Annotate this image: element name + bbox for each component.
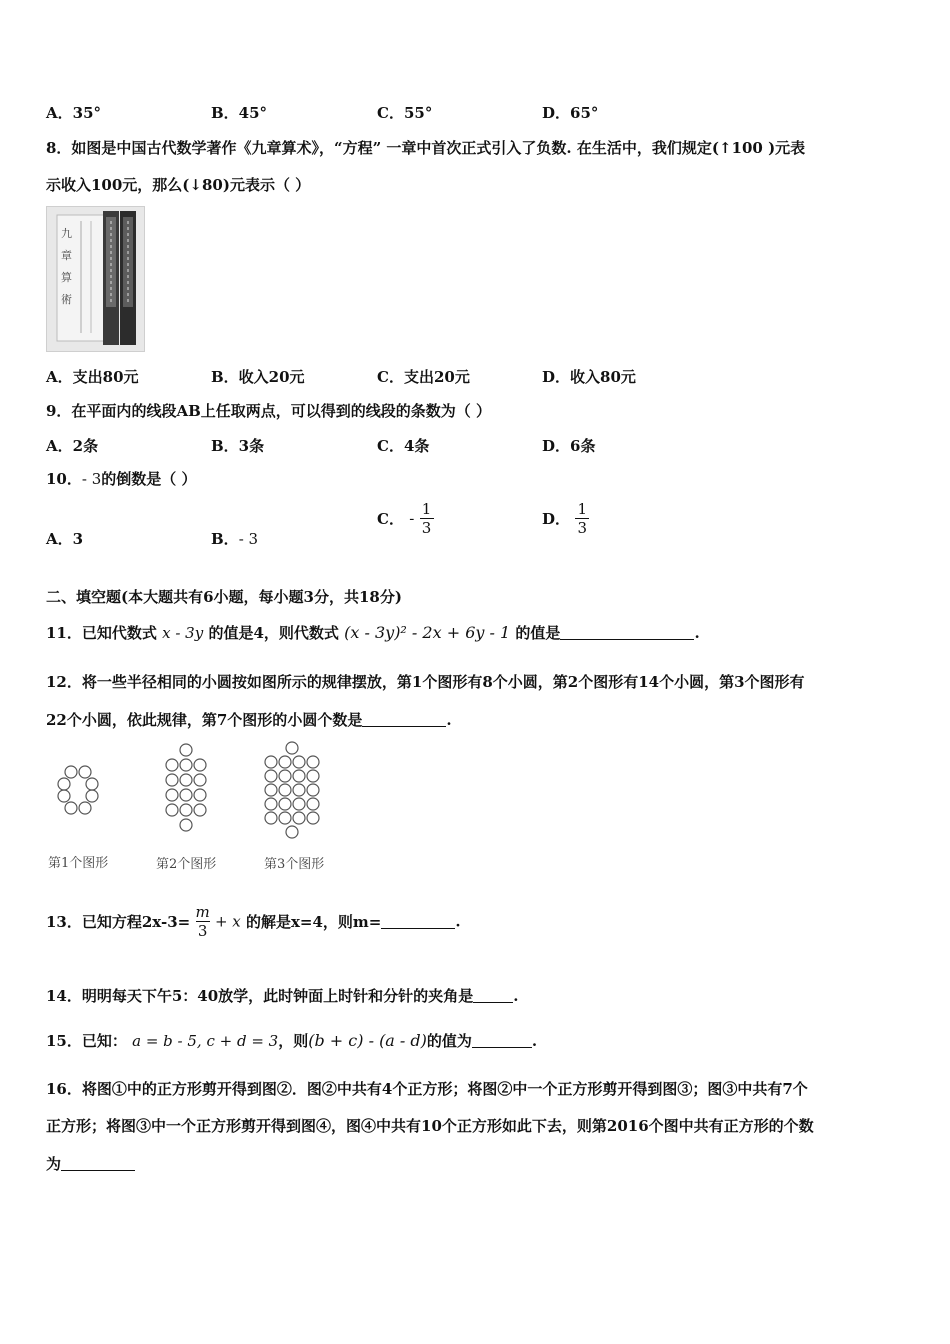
q13-plus-x: + x [214, 912, 241, 931]
figure-3-caption: 第3个图形 [264, 857, 325, 872]
q11-stem [46, 622, 700, 643]
q11-expression-1: x - 3y [162, 624, 204, 642]
q14-text: 14．明明每天下午5：40放学，此时钟面上时针和分针的夹角是 [46, 987, 474, 1005]
q7-option-b: B．45° [211, 104, 268, 122]
q15-prefix: 15．已知： [46, 1032, 127, 1050]
svg-text:章: 章 [61, 249, 72, 262]
q13-answer-blank[interactable] [381, 914, 455, 929]
q10-option-c-sign: - [409, 509, 415, 528]
q11-end: . [694, 624, 700, 642]
q14-end: . [513, 987, 519, 1005]
q8-option-c: C．支出20元 [377, 368, 470, 386]
figure-1-circles [58, 766, 98, 814]
q11-mid: 的值是4，则代数式 [208, 624, 339, 642]
q12-line2-prefix: 22个小圆，依此规律，第7个图形的小圆个数是 [46, 711, 363, 729]
q13-prefix: 13．已知方程2x-3= [46, 913, 191, 931]
q10-option-d [542, 500, 589, 537]
q10-stem [46, 468, 197, 489]
svg-text:術: 術 [61, 293, 72, 306]
fraction-numerator: 1 [577, 500, 588, 518]
q15-expression: (b + c) - (a - d) [308, 1031, 427, 1050]
figure-3-circles [265, 742, 319, 838]
fraction-numerator: m [195, 903, 210, 921]
q13-suffix: 的解是x=4，则m= [245, 913, 382, 931]
q7-option-a: A．35° [46, 104, 102, 122]
q14-stem [46, 985, 518, 1006]
fraction-denominator: 3 [421, 519, 432, 537]
q9-option-c: C．4条 [377, 437, 430, 455]
q12-end: . [446, 711, 452, 729]
q13-stem [46, 903, 461, 940]
q9-option-d: D．6条 [542, 437, 596, 455]
q10-value: - 3 [81, 470, 102, 488]
fraction-denominator: 3 [577, 519, 588, 537]
q11-prefix: 11．已知代数式 [46, 624, 157, 642]
circle-pattern-figures [40, 738, 360, 842]
q9-stem: 9．在平面内的线段AB上任取两点，可以得到的线段的条数为（ ） [46, 402, 491, 420]
q15-end: . [531, 1032, 538, 1050]
q16-answer-blank[interactable] [61, 1156, 135, 1171]
q11-expression-2: (x - 3y)² - 2x + 6y - 1 [344, 623, 511, 642]
q14-answer-blank[interactable] [473, 988, 513, 1003]
q10-option-d-fraction [575, 500, 589, 537]
q10-option-a-value: 3 [72, 530, 84, 548]
figure-1-caption: 第1个图形 [48, 856, 109, 871]
q15-mid: ，则 [278, 1032, 309, 1050]
figure-2-circles [166, 744, 206, 831]
q10-option-a-label: A． [46, 530, 73, 548]
q13-fraction [195, 903, 209, 940]
q10-option-a [46, 528, 83, 549]
q7-option-d: D．65° [542, 104, 599, 122]
svg-text:算: 算 [61, 271, 72, 284]
q8-option-d: D．收入80元 [542, 368, 636, 386]
q15-answer-blank[interactable] [472, 1033, 532, 1048]
q10-option-c [377, 500, 434, 537]
q7-option-c: C．55° [377, 104, 433, 122]
q10-option-b-value: - 3 [238, 530, 259, 548]
q12-answer-blank[interactable] [362, 712, 446, 727]
q11-answer-blank[interactable] [560, 625, 694, 640]
q15-condition: a = b - 5, c + d = 3 [132, 1032, 279, 1050]
q10-option-c-label: C． [377, 510, 404, 528]
nine-chapters-book-image [46, 206, 145, 352]
q16-line3-text: 为 [46, 1155, 62, 1173]
q10-suffix: 的倒数是（ ） [101, 470, 197, 488]
q16-stem-line3 [46, 1153, 135, 1174]
svg-text:九: 九 [61, 227, 72, 240]
q11-suffix: 的值是 [515, 624, 561, 642]
fraction-denominator: 3 [197, 922, 208, 940]
q10-number: 10． [46, 470, 82, 488]
q16-stem-line1: 16．将图①中的正方形剪开得到图②．图②中共有4个正方形；将图②中一个正方形剪开得到图③；图③中共有7个 [46, 1080, 808, 1098]
q10-option-b-label: B． [211, 530, 239, 548]
q15-stem [46, 1030, 537, 1051]
q8-stem-line2: 示收入100元，那么(↓80)元表示（ ） [46, 176, 311, 194]
q16-stem-line2: 正方形；将图③中一个正方形剪开得到图④，图④中共有10个正方形如此下去，则第2016个图中共有正方形的个数 [46, 1117, 814, 1135]
q9-option-b: B．3条 [211, 437, 265, 455]
q8-stem-line1: 8．如图是中国古代数学著作《九章算术》，“方程” 一章中首次正式引入了负数. 在生活中，我们规定(↑100 )元表 [46, 139, 806, 157]
q13-end: . [455, 912, 461, 931]
figure-2-caption: 第2个图形 [156, 857, 217, 872]
q8-option-a: A．支出80元 [46, 368, 139, 386]
q8-option-b: B．收入20元 [211, 368, 305, 386]
q10-option-d-label: D． [542, 510, 571, 528]
section2-title: 二、填空题(本大题共有6小题，每小题3分，共18分) [46, 588, 402, 606]
q10-option-b [211, 528, 258, 549]
q10-option-c-fraction [420, 500, 434, 537]
q12-stem-line2 [46, 709, 452, 730]
q12-stem-line1: 12．将一些半径相同的小圆按如图所示的规律摆放，第1个图形有8个小圆，第2个图形有14个小圆，第3个图形有 [46, 673, 805, 691]
fraction-numerator: 1 [421, 500, 432, 518]
q15-suffix: 的值为 [426, 1032, 472, 1050]
q9-option-a: A．2条 [46, 437, 99, 455]
